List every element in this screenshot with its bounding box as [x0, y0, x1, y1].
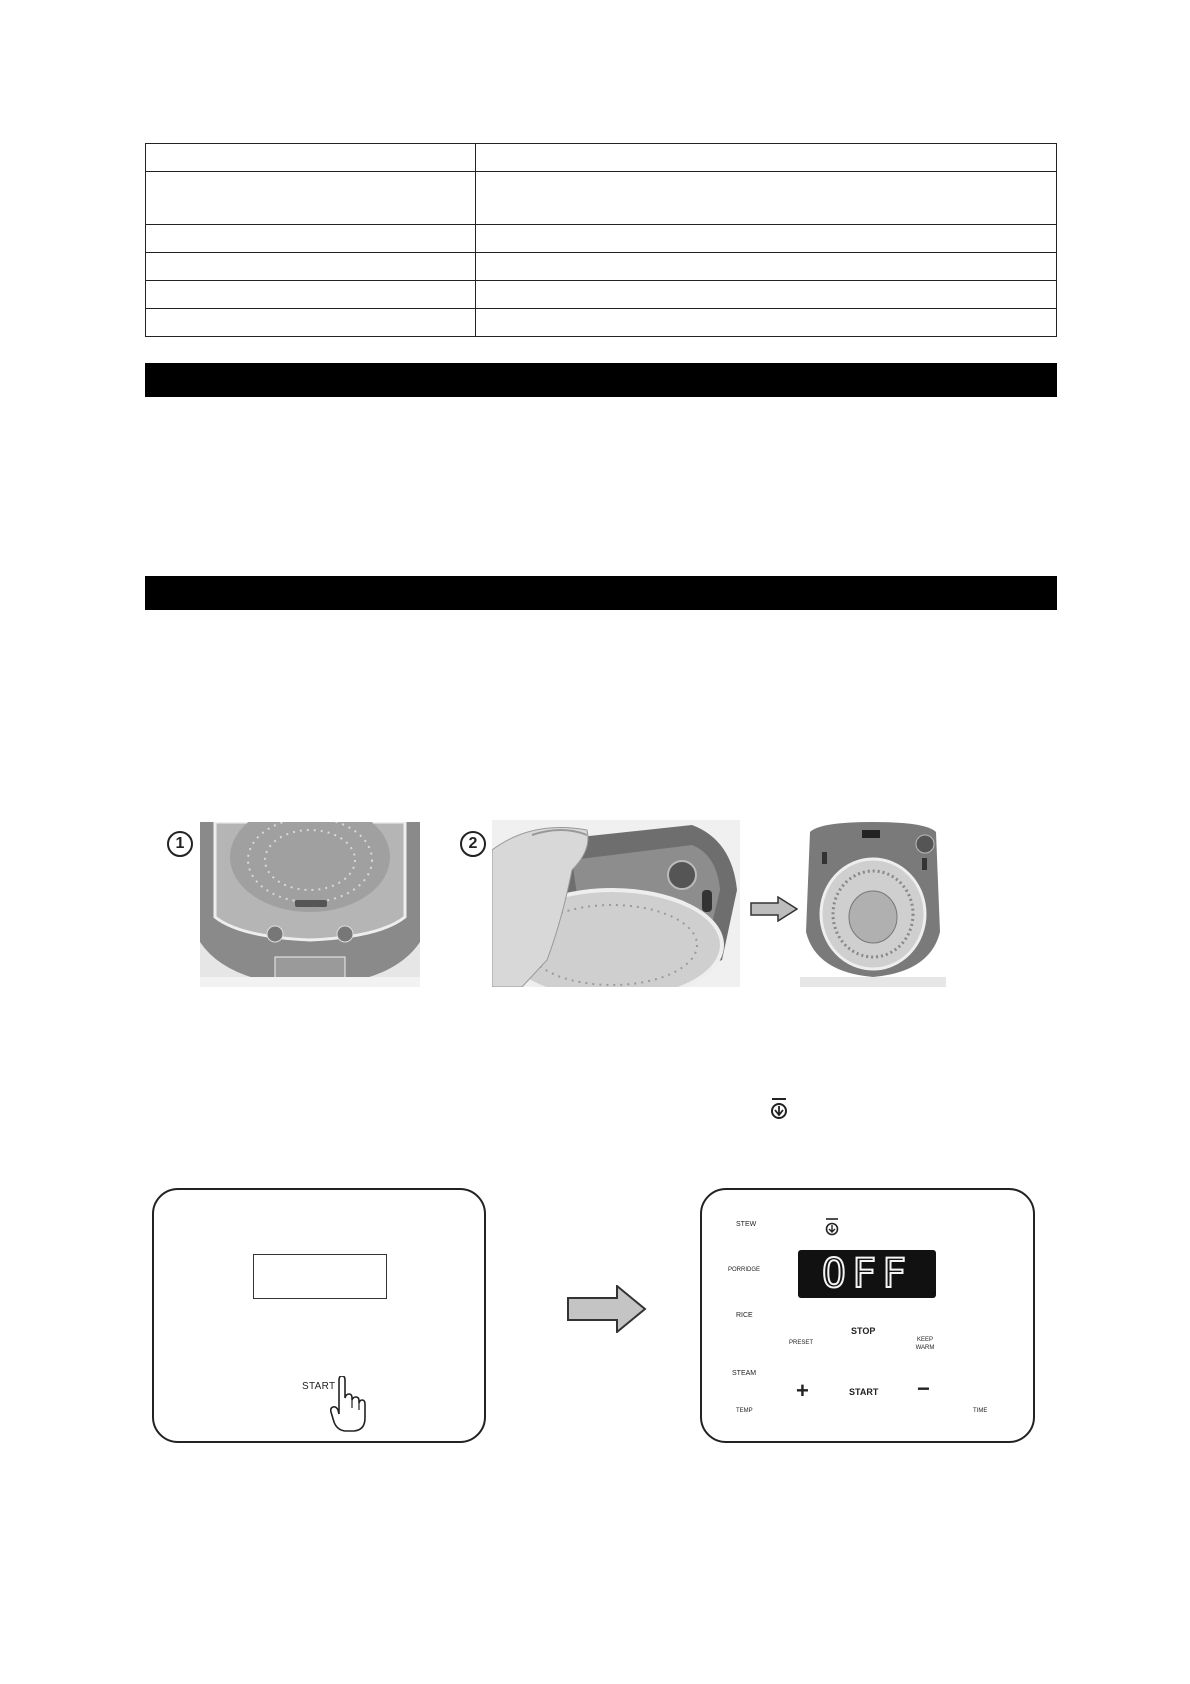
table-cell-value: [476, 309, 1057, 337]
table-cell-label: [146, 253, 476, 281]
step-number-2: 2: [460, 831, 486, 857]
plus-button[interactable]: +: [796, 1378, 809, 1403]
lcd-display: [798, 1250, 936, 1298]
display-text: OFF: [821, 1251, 913, 1297]
pointing-hand-icon: [330, 1376, 366, 1437]
stop-button[interactable]: STOP: [851, 1326, 876, 1336]
table-cell-label: [146, 144, 476, 172]
rice-button[interactable]: RICE: [736, 1312, 753, 1319]
porridge-button[interactable]: PORRIDGE: [728, 1267, 761, 1273]
table-cell-value: [476, 144, 1057, 172]
table-cell-label: [146, 172, 476, 225]
table-row: [146, 281, 1057, 309]
table-cell-label: [146, 225, 476, 253]
right-arrow-icon: [750, 896, 798, 927]
section-heading-bar: [145, 576, 1057, 610]
spec-table: [145, 143, 1057, 337]
lid-inner-plate-photo: [200, 822, 420, 987]
table-cell-value: [476, 172, 1057, 225]
table-cell-label: [146, 281, 476, 309]
step-number-1: 1: [167, 831, 193, 857]
preset-button[interactable]: PRESET: [789, 1340, 814, 1346]
minus-button[interactable]: −: [917, 1376, 930, 1401]
table-row: [146, 172, 1057, 225]
control-panel-off: [152, 1188, 486, 1443]
start-label: START: [302, 1381, 336, 1392]
start-button[interactable]: START: [849, 1387, 879, 1397]
table-cell-value: [476, 225, 1057, 253]
steam-valve-icon: [822, 1217, 842, 1237]
removing-inner-lid-photo: [492, 820, 740, 987]
section-heading-bar: [145, 363, 1057, 397]
table-row: [146, 225, 1057, 253]
table-row: [146, 309, 1057, 337]
temp-label: TEMP: [736, 1408, 753, 1414]
keep-warm-button[interactable]: KEEP WARM: [915, 1337, 935, 1351]
steam-valve-icon: [766, 1096, 792, 1122]
lid-assembled-photo: [800, 822, 946, 987]
blank-display: [253, 1254, 387, 1299]
table-cell-value: [476, 253, 1057, 281]
steam-button[interactable]: STEAM: [732, 1370, 757, 1377]
table-row: [146, 253, 1057, 281]
right-arrow-icon: [567, 1285, 647, 1338]
time-label: TIME: [973, 1408, 988, 1414]
table-cell-label: [146, 309, 476, 337]
table-cell-value: [476, 281, 1057, 309]
table-row: [146, 144, 1057, 172]
stew-button[interactable]: STEW: [736, 1221, 757, 1228]
